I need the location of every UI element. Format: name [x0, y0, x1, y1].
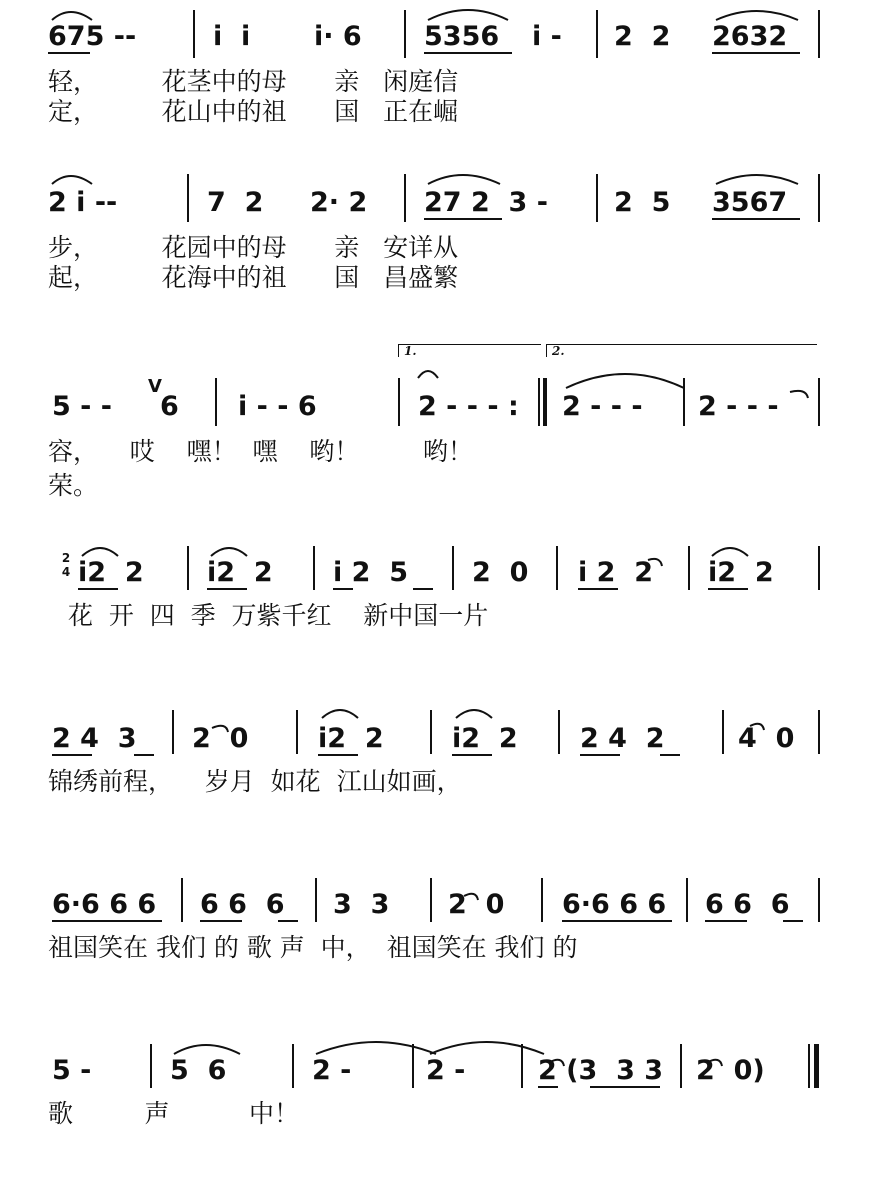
- pause-arrow: [750, 724, 764, 730]
- measure-3-1: 5 - -: [52, 391, 112, 422]
- measure-7-5: 2 (3 3 3: [538, 1055, 664, 1086]
- measure-2-2b: 2· 2: [310, 187, 368, 218]
- measure-4-2: i2 2: [207, 557, 273, 588]
- lyric-line-1: 容， 哎 嘿！ 嘿 哟！ 哟！: [48, 437, 473, 466]
- measure-4-5: i 2 2: [578, 557, 654, 588]
- measure-3-4: 2 - - -: [562, 391, 643, 422]
- measure-3-1b: 6: [160, 391, 179, 422]
- measure-6-3: 3 3: [333, 889, 390, 920]
- lyric-line-2: 起， 花海中的祖 国 昌盛繁: [48, 263, 459, 292]
- time-signature-top: 2: [61, 551, 71, 565]
- lyric-line-1: 轻， 花茎中的母 亲 闲庭信: [48, 67, 459, 96]
- slur: [322, 710, 358, 718]
- measure-7-4: 2 -: [426, 1055, 466, 1086]
- measure-4-3: i 2 5: [333, 557, 409, 588]
- measure-3-2: i - - 6: [238, 391, 317, 422]
- measure-5-5: 2 4 2: [580, 723, 665, 754]
- lyric-line-2: 荣。: [48, 471, 99, 500]
- measure-1-4: 2 2: [614, 21, 671, 52]
- measure-1-2b: i· 6: [314, 21, 362, 52]
- measure-1-1: 675 --: [48, 21, 137, 52]
- lyric-line-1: 花 开 四 季 万紫千红 新中国一片: [60, 601, 489, 630]
- slur: [430, 1042, 544, 1054]
- slur: [174, 1045, 240, 1054]
- slur: [52, 12, 92, 20]
- lyric-line-1: 歌 声 中！: [48, 1099, 299, 1128]
- lyric-line-1: 步， 花园中的母 亲 安详从: [48, 233, 459, 262]
- measure-4-1: i2 2: [78, 557, 144, 588]
- measure-6-4: 2 0: [448, 889, 505, 920]
- measure-4-6: i2 2: [708, 557, 774, 588]
- pause-arrow: [708, 1060, 722, 1066]
- measure-2-4: 2 5: [614, 187, 671, 218]
- fermata-arc: [418, 371, 438, 378]
- slur: [456, 710, 492, 718]
- slur: [428, 10, 508, 20]
- measure-6-2: 6 6 6: [200, 889, 285, 920]
- pause-arrow: [790, 391, 808, 398]
- measure-5-6: 4 0: [738, 723, 795, 754]
- breath-mark: V: [148, 376, 162, 397]
- pause-arrow: [464, 894, 478, 900]
- measure-1-2: i i: [213, 21, 251, 52]
- measure-2-4b: 3567: [712, 187, 788, 218]
- measure-3-5: 2 - - -: [698, 391, 779, 422]
- measure-4-4: 2 0: [472, 557, 529, 588]
- pause-arrow: [550, 1060, 564, 1066]
- measure-3-3: 2 - - - :: [418, 391, 519, 422]
- measure-5-1: 2 4 3: [52, 723, 137, 754]
- measure-5-3: i2 2: [318, 723, 384, 754]
- measure-2-1: 2 i --: [48, 187, 118, 218]
- pause-arrow: [212, 726, 228, 732]
- measure-7-6: 2 0): [696, 1055, 765, 1086]
- measure-1-3b: i -: [532, 21, 562, 52]
- measure-2-3: 27 2 3 -: [424, 187, 548, 218]
- slur: [52, 176, 92, 184]
- second-ending-label: 2.: [552, 344, 565, 358]
- slur: [716, 11, 798, 20]
- pause-arrow: [648, 559, 662, 566]
- measure-6-6: 6 6 6: [705, 889, 790, 920]
- measure-6-1: 6·6 6 6: [52, 889, 157, 920]
- measure-1-3: 5356: [424, 21, 500, 52]
- slur: [82, 548, 118, 556]
- slur: [316, 1042, 436, 1054]
- slur: [428, 175, 500, 184]
- measure-7-2: 5 6: [170, 1055, 227, 1086]
- measure-7-1: 5 -: [52, 1055, 92, 1086]
- first-ending-label: 1.: [404, 344, 417, 358]
- measure-5-4: i2 2: [452, 723, 518, 754]
- slur: [566, 374, 684, 388]
- measure-7-3: 2 -: [312, 1055, 352, 1086]
- measure-6-5: 6·6 6 6: [562, 889, 667, 920]
- slur: [712, 548, 748, 556]
- lyric-line-1: 锦绣前程， 岁月 如花 江山如画，: [48, 767, 462, 796]
- measure-2-2: 7 2: [207, 187, 264, 218]
- time-signature-bottom: 4: [61, 565, 71, 579]
- lyric-line-1: 祖国笑在 我们 的 歌 声 中， 祖国笑在 我们 的: [48, 933, 578, 962]
- lyric-line-2: 定， 花山中的祖 国 正在崛: [48, 97, 459, 126]
- slur: [716, 175, 798, 184]
- slur: [211, 548, 247, 556]
- measure-5-2: 2 0: [192, 723, 249, 754]
- measure-1-4b: 2632: [712, 21, 788, 52]
